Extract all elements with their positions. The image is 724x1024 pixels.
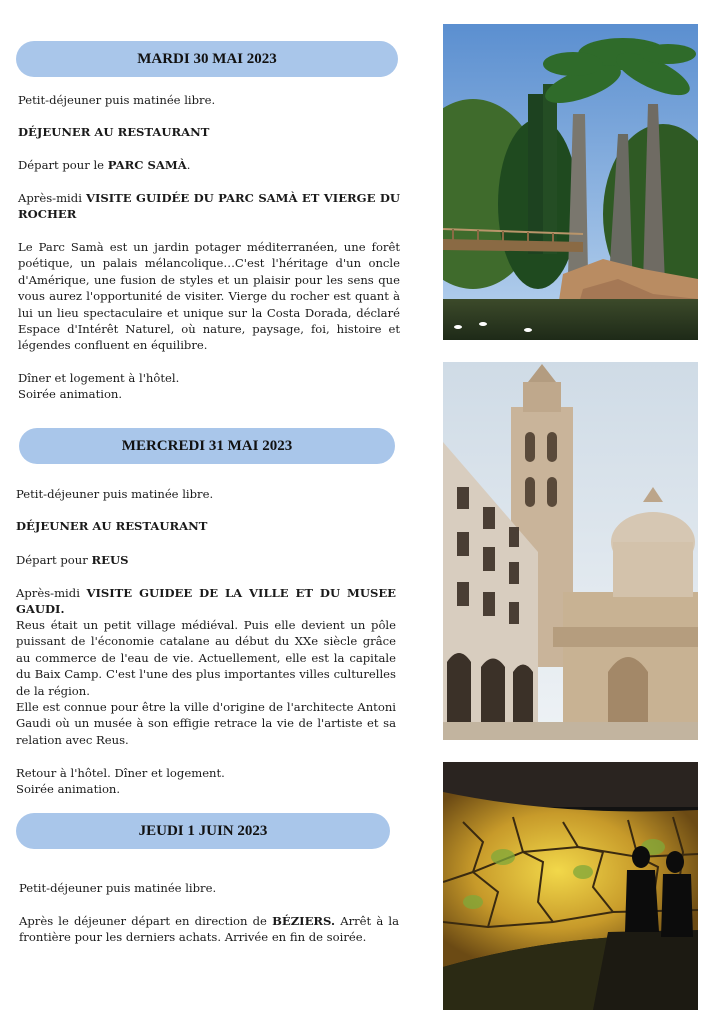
day3-afternoon-pre: Après le déjeuner départ en direction de [19,914,273,928]
day3-destination: BÉZIERS. [272,914,336,928]
day2-departure [16,552,396,568]
day1-entertainment: Soirée animation. [18,387,123,402]
day1-departure [18,157,400,173]
day2-entertainment: Soirée animation. [16,782,121,797]
day2-header-text: MERCREDI 31 MAI 2023 [121,437,293,454]
day1-dinner: Dîner et logement à l'hôtel. [18,371,180,385]
day1-afternoon-visit: VISITE GUIDÉE DU PARC SAMÀ ET VIERGE DU ROCHER [18,191,400,222]
day3-afternoon [19,913,399,946]
day1-departure-post: . [186,158,191,172]
day1-header-text: MARDI 30 MAI 2023 [137,50,277,67]
day2-header [19,428,395,464]
day3-header-text: JEUDI 1 JUIN 2023 [138,822,268,839]
day1-afternoon [18,190,400,223]
day2-departure-pre: Départ pour [16,553,92,567]
day1-lunch [18,124,400,140]
day2-dinner: Retour à l'hôtel. Dîner et logement. [16,766,225,780]
day2-description: Reus était un petit village médiéval. Puis elle devient un pôle puissant de l'économie catalane au début du XXe siècle grâce au commerce de l'eau de vie. Actuellement, elle est la capitale du Baix Camp. C'est l'une des plus importantes villes culturelles de la région. [16,618,396,698]
day3-header [16,813,390,849]
day1-breakfast: Petit-déjeuner puis matinée libre. [18,93,216,107]
day1-description: Le Parc Samà est un jardin potager méditerranéen, une forêt poétique, un palais mélancolique…C'est l'héritage d'un oncle d'Amérique, une fusion de styles et un plaisir pour les sens que vous aurez l'opportunité de visiter. Vierge du rocher est quant à lui un lieu spectaculaire et unique sur la Costa Dorada, déclaré Espace d'Intérêt Naturel, où nature, paysage, foi, histoire et légendes confluent en équilibre. [18,240,400,353]
day2-lunch [16,518,396,534]
gaudi-museum-photo [443,762,698,1010]
day3-breakfast: Petit-déjeuner puis matinée libre. [19,881,217,895]
day2-gaudi: Elle est connue pour être la ville d'origine de l'architecte Antoni Gaudi où un musée à son effigie retrace la vie de l'artiste et sa relation avec Reus. [16,700,396,747]
day2-evening [16,765,396,798]
reus-church-photo [443,362,698,740]
day2-afternoon-visit: VISITE GUIDEE DE LA VILLE ET DU MUSEE GAUDI. [16,586,396,617]
parc-sama-photo [443,24,698,340]
day2-lunch-text: DÉJEUNER AU RESTAURANT [16,519,208,533]
day2-departure-dest: REUS [91,553,129,567]
day1-departure-pre: Départ pour le [18,158,108,172]
day2-afternoon [16,585,396,618]
day1-evening [18,370,400,403]
day1-header [16,41,398,77]
day1-lunch-text: DÉJEUNER AU RESTAURANT [18,125,210,139]
day1-departure-dest: PARC SAMÀ [107,158,187,172]
day3-afternoon-post: Arrêt à la frontière pour les derniers achats. Arrivée en fin de soirée. [19,914,399,945]
day2-afternoon-pre: Après-midi [16,586,87,600]
day2-breakfast: Petit-déjeuner puis matinée libre. [16,487,214,501]
day1-afternoon-pre: Après-midi [18,191,86,205]
